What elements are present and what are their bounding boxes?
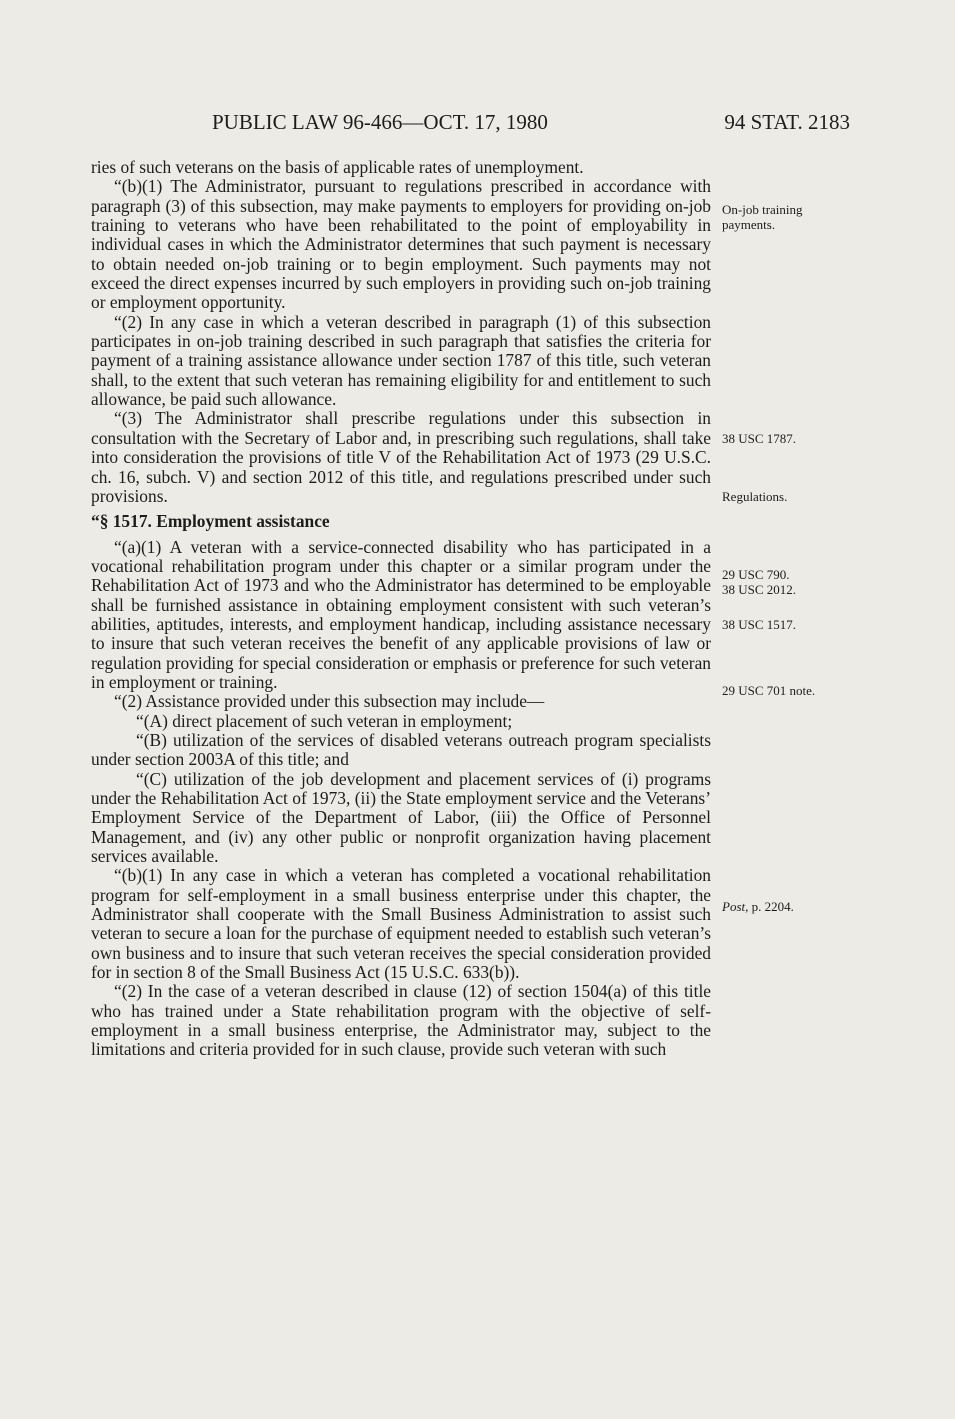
header-stat-citation: 94 STAT. 2183: [724, 110, 850, 134]
section-heading: “§ 1517. Employment assistance: [91, 511, 330, 532]
paragraph: “(3) The Administrator shall prescribe regulations under this subsection in consultation with the Secretary of Labor and, in prescribing such regulations, shall take into consideration the provisions of title V of the Rehabilitation Act of 1973 (29 U.S.C. ch. 16, subch. V) and section 2012 of this title, and regulations prescribed under such provisions.: [91, 408, 711, 506]
margin-note-italic: Post,: [722, 899, 749, 914]
margin-note: [722, 899, 852, 914]
margin-note: 29 USC 790.: [722, 567, 790, 582]
margin-note-rest: p. 2204.: [748, 899, 794, 914]
margin-note: 38 USC 1517.: [722, 617, 797, 632]
paragraph: “(B) utilization of the services of disabled veterans outreach program specialists under section 2003A of this title; and: [91, 729, 711, 770]
paragraph: “(2) In any case in which a veteran described in paragraph (1) of this subsection participates in on-job training described in such paragraph that satisfies the criteria for payment of a training assistance allowance under section 1787 of this title, such veteran shall, to the extent that such veteran has remaining eligibility for and entitlement to such allowance, be paid such allowance.: [91, 311, 711, 410]
paragraph: “(2) In the case of a veteran described in clause (12) of section 1504(a) of this title who has trained under a State rehabilitation program with the objective of self-employment in a small business enterprise, the Administrator may, subject to the limitations and criteria provided for in such clause, provide such veteran with such: [91, 981, 711, 1060]
paragraph: ries of such veterans on the basis of applicable rates of unemployment.: [91, 157, 584, 177]
paragraph: “(A) direct placement of such veteran in employment;: [136, 710, 513, 731]
margin-note: 38 USC 1787.: [722, 431, 797, 446]
paragraph: “(a)(1) A veteran with a service-connected disability who has participated in a vocational rehabilitation program under this chapter or a similar program under the Rehabilitation Act of 1973 and who the Administrator has determined to be employable shall be furnished assistance in obtaining employment consistent with such veteran’s abilities, aptitudes, interests, and employment handicap, including assistance necessary to insure that such veteran receives the benefit of any applicable provisions of law or regulation providing for special consideration or emphasis or preference for such veteran in employment or training.: [91, 536, 711, 692]
paragraph: “(b)(1) The Administrator, pursuant to regulations prescribed in accordance with paragraph (3) of this subsection, may make payments to employers for providing on-job training to veterans who have been rehabilitated to the point of employability in individual cases in which the Administrator determines that such payment is necessary to obtain needed on-job training or to begin employment. Such payments may not exceed the direct expenses incurred by such employers in providing such on-job training or employment opportunity.: [91, 176, 711, 313]
margin-note: 38 USC 2012.: [722, 582, 797, 597]
paragraph: “(2) Assistance provided under this subsection may include—: [114, 691, 545, 712]
header-title: PUBLIC LAW 96-466—OCT. 17, 1980: [212, 110, 548, 134]
margin-note: 29 USC 701 note.: [722, 683, 816, 698]
page-header: [90, 110, 850, 140]
paragraph: “(b)(1) In any case in which a veteran has completed a vocational rehabilitation program for self-employment in a small business enterprise under this chapter, the Administrator shall cooperate with the Small Business Administration to assist such veteran to secure a loan for the purchase of equipment needed to establish such veteran’s own business and to insure that such veteran receives the special consideration provided for in section 8 of the Small Business Act (15 U.S.C. 633(b)).: [91, 865, 711, 983]
margin-note: On-job training payments.: [722, 202, 803, 232]
paragraph: “(C) utilization of the job development and placement services of (i) programs under the Rehabilitation Act of 1973, (ii) the State employment service and the Veterans’ Employment Service of the Department of Labor, (iii) the Office of Personnel Management, and (iv) any other public or nonprofit organization having placement services available.: [91, 768, 711, 867]
body-text: [91, 158, 711, 1060]
margin-note: Regulations.: [722, 489, 788, 504]
